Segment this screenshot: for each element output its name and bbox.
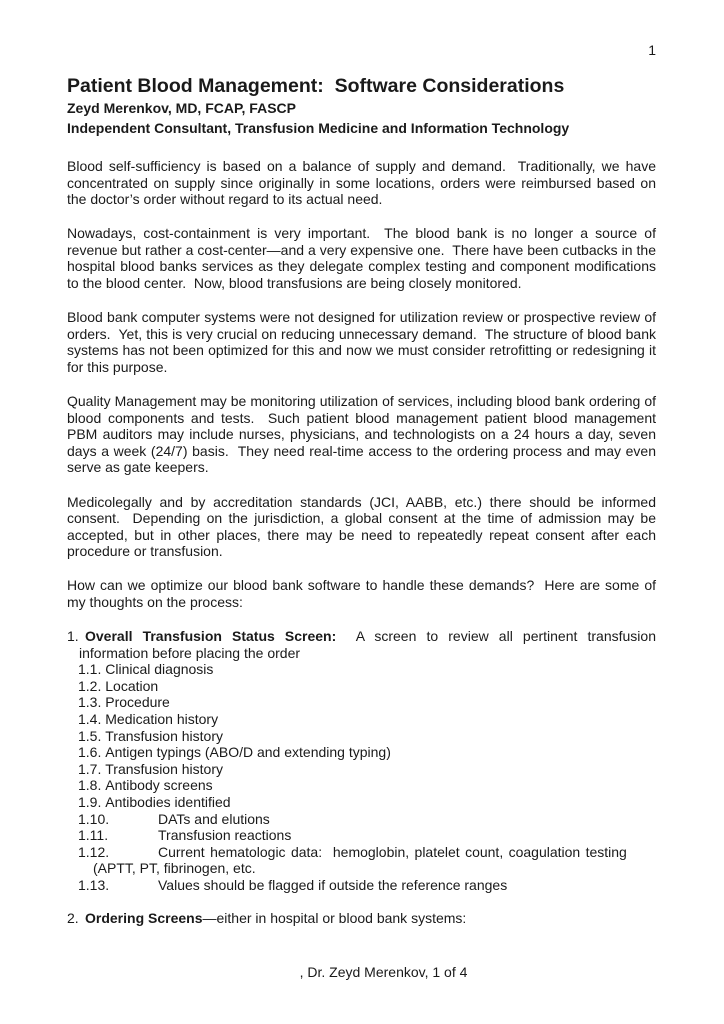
list-subnumber: 1.2. xyxy=(78,677,102,694)
list-subnumber: 1.7. xyxy=(78,760,102,777)
list-subitem xyxy=(67,661,656,678)
paragraph: Medicolegally and by accreditation standards (JCI, AABB, etc.) there should be informed consent. Depending on the jurisdiction, a global consent at the time of admission may be accepted, but in other places, there may be need to repeatedly repeat consent after each procedure or transfusion. xyxy=(67,493,656,560)
list-subtext: Transfusion reactions xyxy=(158,827,292,844)
list-subtext: Antibodies identified xyxy=(105,794,231,810)
document-title: Patient Blood Management: Software Considerations xyxy=(67,75,565,97)
list-subtext: Medication history xyxy=(105,711,219,728)
list-subtext: Current hematologic data: hemoglobin, platelet count, coagulation testing xyxy=(158,843,627,860)
list-subtext: Transfusion history xyxy=(105,727,223,744)
list-subitem xyxy=(67,728,656,745)
list-subnumber: 1.4. xyxy=(78,711,102,728)
affiliation-line: Independent Consultant, Transfusion Medicine and Information Technology xyxy=(67,120,570,136)
list-subnumber: 1.12. xyxy=(78,843,110,860)
list-text: —either in hospital or blood bank systems: xyxy=(202,910,467,927)
list-subnumber: 1.1. xyxy=(78,661,102,678)
list-subnumber: 1.3. xyxy=(78,694,102,711)
list-subtext: Transfusion history xyxy=(105,760,223,777)
list-subnumber: 1.5. xyxy=(78,727,102,744)
paragraph: Nowadays, cost-containment is very important. The blood bank is no longer a source of revenue but rather a cost-center—and a very expensive one. There have been cutbacks in the hospital blood banks services as they delegate complex testing and component modifications to the blood center. Now, blood transfusions are being closely monitored. xyxy=(67,225,656,292)
list-subtext: DATs and elutions xyxy=(158,810,270,827)
list-subitem xyxy=(67,827,656,844)
list-subitem xyxy=(67,761,656,778)
paragraph: Blood bank computer systems were not designed for utilization review or prospective review of orders. Yet, this is very crucial on reducing unnecessary demand. The structure of blood bank systems has not been optimized for this and now we must consider retrofitting or redesigning it for this purpose. xyxy=(67,309,656,375)
list-subitem xyxy=(67,694,656,711)
list-subtext: Procedure xyxy=(105,694,170,711)
list-subtext: Antibody screens xyxy=(105,777,213,794)
list-heading: Ordering Screens xyxy=(85,910,203,927)
list-subtext: Location xyxy=(105,677,159,694)
list-subnumber: 1.10. xyxy=(78,810,110,827)
list-subnumber: 1.11. xyxy=(78,827,109,844)
list-subitem xyxy=(67,844,656,877)
list-item xyxy=(67,910,656,927)
list-subnumber: 1.8. xyxy=(78,777,102,794)
page-number: 1 xyxy=(648,42,656,58)
list-text: A screen to review all pertinent transfusion information before placing the order xyxy=(79,628,656,661)
numbered-outline xyxy=(67,628,656,927)
list-subitem xyxy=(67,794,656,811)
author-line: Zeyd Merenkov, MD, FCAP, FASCP xyxy=(67,100,296,116)
list-subtext: Antigen typings (ABO/D and extending typing) xyxy=(105,744,391,761)
paragraph: Quality Management may be monitoring utilization of services, including blood bank ordering of blood components and tests. Such patient blood management patient blood management PBM auditors may include nurses, physicians, and technologists on a 24 hours a day, seven days a week (24/7) basis. They need real-time access to the ordering process and may even serve as gate keepers. xyxy=(67,393,656,476)
list-subitem xyxy=(67,711,656,728)
list-number: 1. xyxy=(67,628,79,645)
list-subtext: Clinical diagnosis xyxy=(105,661,214,678)
list-subitem xyxy=(67,678,656,695)
list-subitem xyxy=(67,877,656,894)
list-number: 2. xyxy=(67,910,79,927)
list-subitem xyxy=(67,777,656,794)
list-subitem xyxy=(67,744,656,761)
paragraph: How can we optimize our blood bank software to handle these demands? Here are some of my thoughts on the process: xyxy=(67,577,656,610)
list-subitem xyxy=(67,811,656,828)
list-subnumber: 1.6. xyxy=(78,744,102,761)
list-heading: Overall Transfusion Status Screen: xyxy=(85,628,337,645)
page-footer: , Dr. Zeyd Merenkov, 1 of 4 xyxy=(299,963,468,980)
list-subnumber: 1.13. xyxy=(78,876,110,893)
list-item xyxy=(67,628,656,661)
page-content xyxy=(67,0,656,980)
list-subnumber: 1.9. xyxy=(78,794,102,810)
list-subtext-continued: (APTT, PT, fibrinogen, etc. xyxy=(93,860,256,877)
body-paragraphs xyxy=(67,158,656,611)
paragraph: Blood self-sufficiency is based on a balance of supply and demand. Traditionally, we have concentrated on supply since originally in some locations, orders were reimbursed based on the doctor’s order without regard to its actual need. xyxy=(67,158,656,208)
list-subtext: Values should be flagged if outside the reference ranges xyxy=(158,876,508,893)
